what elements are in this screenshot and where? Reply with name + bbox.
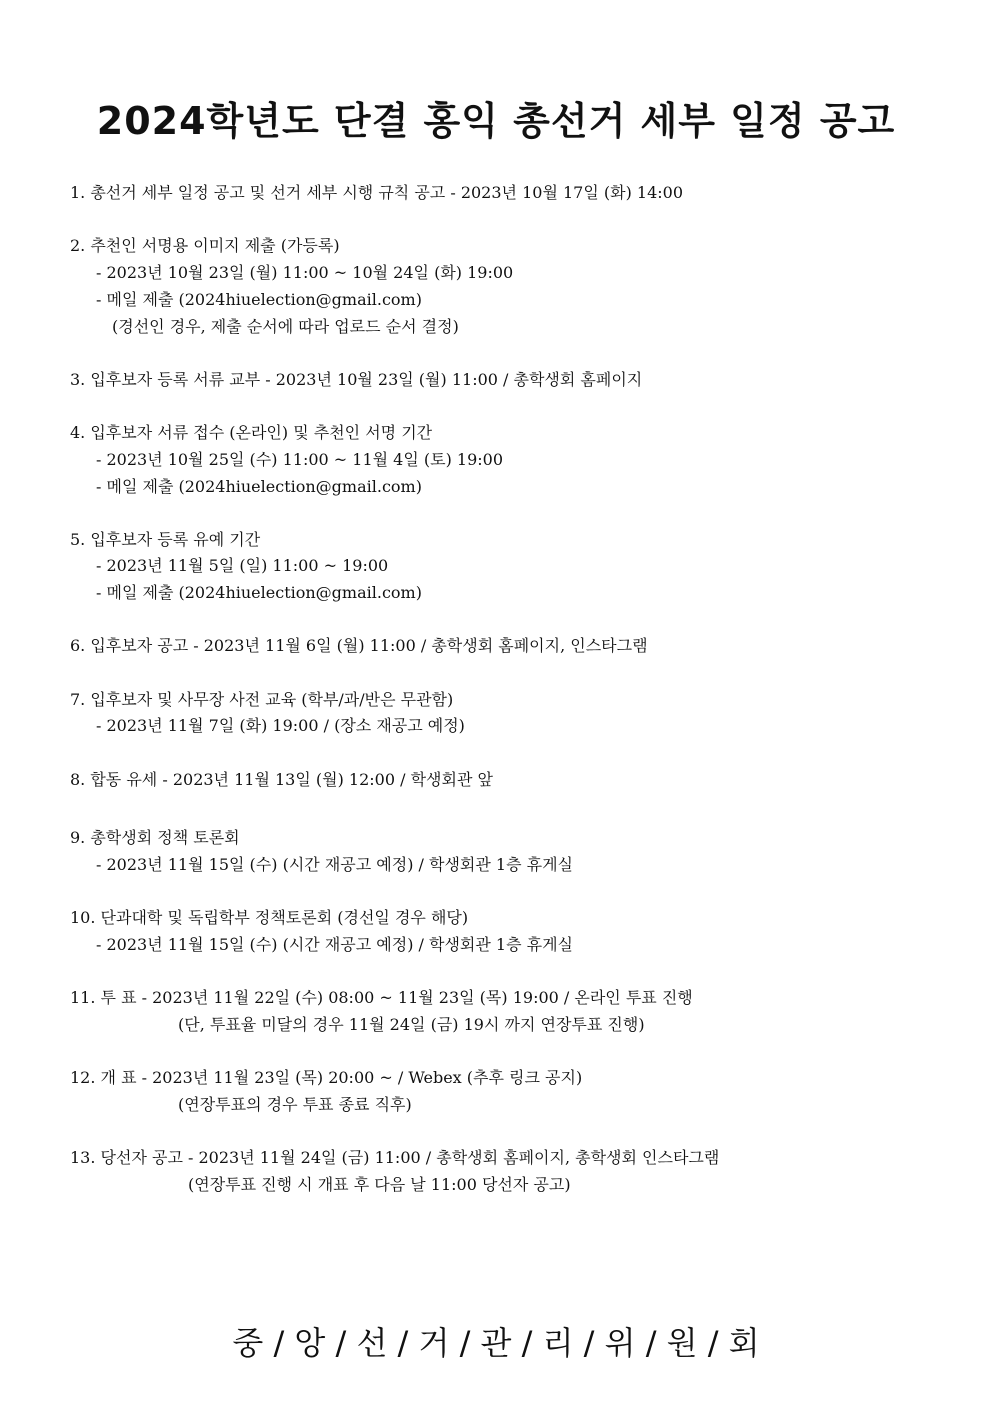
item-5-line-3: - 메일 제출 (2024hiuelection@gmail.com) <box>96 583 422 602</box>
item-2-line-2: - 2023년 10월 23일 (월) 11:00 ~ 10월 24일 (화) 19:00 <box>96 263 514 282</box>
item-5-line-1: 5. 입후보자 등록 유예 기간 <box>70 530 261 549</box>
item-3-line-1: 3. 입후보자 등록 서류 교부 - 2023년 10월 23일 (월) 11:00 / 총학생회 홈페이지 <box>70 370 643 389</box>
page-title: 2024학년도 단결 홍익 총선거 세부 일정 공고 <box>96 99 896 143</box>
item-9-line-1: 9. 총학생회 정책 토론회 <box>70 828 240 847</box>
item-12-line-2: (연장투표의 경우 투표 종료 직후) <box>178 1095 412 1114</box>
item-13-line-1: 13. 당선자 공고 - 2023년 11월 24일 (금) 11:00 / 총학생회 홈페이지, 총학생회 인스타그램 <box>70 1148 720 1167</box>
item-6-line-1: 6. 입후보자 공고 - 2023년 11월 6일 (월) 11:00 / 총학생회 홈페이지, 인스타그램 <box>70 636 648 655</box>
item-7-line-2: - 2023년 11월 7일 (화) 19:00 / (장소 재공고 예정) <box>96 716 465 735</box>
item-2-line-4: (경선인 경우, 제출 순서에 따라 업로드 순서 결정) <box>112 317 459 336</box>
item-7-line-1: 7. 입후보자 및 사무장 사전 교육 (학부/과/반은 무관함) <box>70 690 454 709</box>
item-11-line-2: (단, 투표율 미달의 경우 11월 24일 (금) 19시 까지 연장투표 진행) <box>178 1015 645 1034</box>
item-4-line-1: 4. 입후보자 서류 접수 (온라인) 및 추천인 서명 기간 <box>70 423 433 442</box>
item-5-line-2: - 2023년 11월 5일 (일) 11:00 ~ 19:00 <box>96 556 389 575</box>
item-13-line-2: (연장투표 진행 시 개표 후 다음 날 11:00 당선자 공고) <box>188 1175 571 1194</box>
item-10-line-2: - 2023년 11월 15일 (수) (시간 재공고 예정) / 학생회관 1층 휴게실 <box>96 935 573 954</box>
item-12-line-1: 12. 개 표 - 2023년 11월 23일 (목) 20:00 ~ / Webex (추후 링크 공지) <box>70 1068 583 1087</box>
item-11-line-1: 11. 투 표 - 2023년 11월 22일 (수) 08:00 ~ 11월 23일 (목) 19:00 / 온라인 투표 진행 <box>70 988 693 1007</box>
item-1-line-1: 1. 총선거 세부 일정 공고 및 선거 세부 시행 규칙 공고 - 2023년 10월 17일 (화) 14:00 <box>70 183 684 202</box>
item-9-line-2: - 2023년 11월 15일 (수) (시간 재공고 예정) / 학생회관 1층 휴게실 <box>96 855 573 874</box>
item-2-line-1: 2. 추천인 서명용 이미지 제출 (가등록) <box>70 236 340 255</box>
item-10-line-1: 10. 단과대학 및 독립학부 정책토론회 (경선일 경우 해당) <box>70 908 469 927</box>
item-2-line-3: - 메일 제출 (2024hiuelection@gmail.com) <box>96 290 422 309</box>
item-4-line-3: - 메일 제출 (2024hiuelection@gmail.com) <box>96 477 422 496</box>
issuer-signature: 중 / 앙 / 선 / 거 / 관 / 리 / 위 / 원 / 회 <box>232 1324 760 1362</box>
item-8-line-1: 8. 합동 유세 - 2023년 11월 13일 (월) 12:00 / 학생회관 앞 <box>70 770 493 789</box>
item-4-line-2: - 2023년 10월 25일 (수) 11:00 ~ 11월 4일 (토) 19:00 <box>96 450 504 469</box>
